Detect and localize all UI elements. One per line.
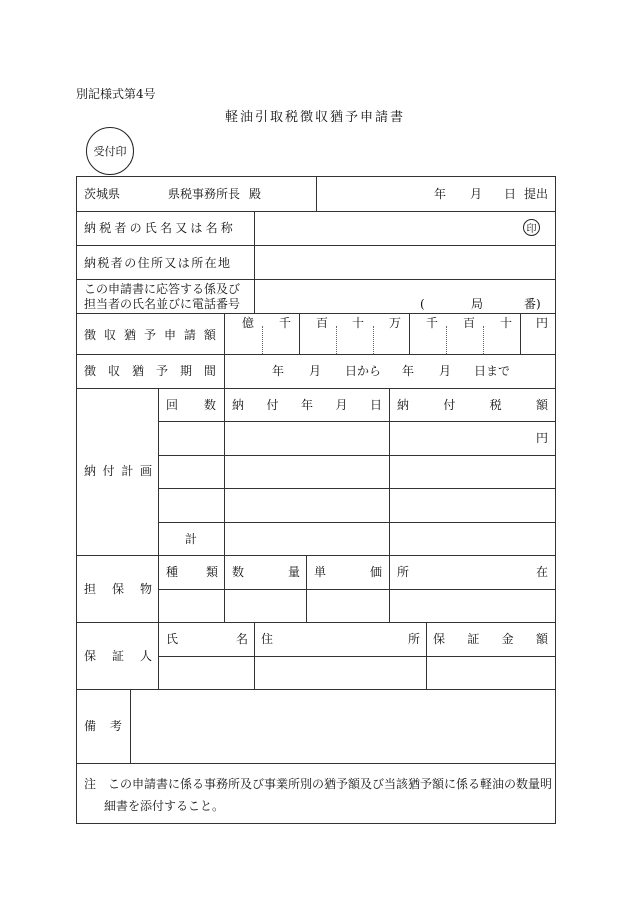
guarantor-row-line xyxy=(158,656,556,657)
date-year[interactable]: 年 xyxy=(434,187,447,201)
remarks-label xyxy=(84,720,122,732)
col-price-header xyxy=(314,566,382,578)
col-line xyxy=(316,176,317,212)
col-line xyxy=(158,388,159,689)
label-char: 額 xyxy=(203,328,216,342)
label-char: 数 xyxy=(203,398,216,412)
label-char: 税 xyxy=(489,398,502,412)
col-times-header xyxy=(166,399,216,411)
amount-unit-label: 万 xyxy=(389,316,402,330)
date-day[interactable]: 日 xyxy=(504,187,517,201)
label-char: 収 xyxy=(107,364,120,378)
label-char: 備 xyxy=(84,719,97,733)
amount-unit-label: 百 xyxy=(316,316,329,330)
office-chief: 県税事務所長 xyxy=(168,187,241,201)
label-char: 予 xyxy=(143,328,156,342)
label-char: 額 xyxy=(535,398,548,412)
digit-divider-solid xyxy=(409,313,410,354)
digit-divider xyxy=(483,326,484,354)
form-title: 軽油引取税徴収猶予申請書 xyxy=(224,110,405,125)
label-char: 月 xyxy=(335,398,348,412)
note-line2: 細書を添付すること。 xyxy=(104,799,225,813)
col-line xyxy=(389,388,390,555)
col-line xyxy=(389,555,390,622)
label-char: 付 xyxy=(102,464,115,478)
plan-row-line xyxy=(158,421,556,422)
col-tax-header xyxy=(397,399,548,411)
plan-row-line xyxy=(158,455,556,456)
amount-unit-label: 百 xyxy=(463,316,476,330)
label-char: 氏 xyxy=(166,632,179,646)
reception-stamp-label: 受付印 xyxy=(93,145,127,158)
plan-row-line xyxy=(158,522,556,523)
table-border-left xyxy=(76,176,77,824)
digit-divider xyxy=(262,326,263,354)
label-char: 数 xyxy=(232,565,245,579)
guarantor-label xyxy=(84,650,152,662)
col-date-header xyxy=(232,399,382,411)
label-char: 人 xyxy=(139,649,152,663)
label-char: 単 xyxy=(314,565,327,579)
period-from-year[interactable]: 年 xyxy=(272,364,285,378)
label-char: 予 xyxy=(155,364,168,378)
amount-unit-label: 億 xyxy=(242,316,255,330)
phone-number-close: 番) xyxy=(524,297,541,311)
plan-row-line xyxy=(158,488,556,489)
col-line xyxy=(130,689,131,763)
prefecture: 茨城県 xyxy=(84,187,121,201)
period-from-day[interactable]: 日から xyxy=(345,364,382,378)
period-from-month[interactable]: 月 xyxy=(309,364,322,378)
label-char: 日 xyxy=(369,398,382,412)
label-char: 保 xyxy=(433,632,446,646)
form-number: 別記様式第4号 xyxy=(76,87,156,101)
amount-label xyxy=(84,329,216,341)
digit-divider xyxy=(373,326,374,354)
label-char: 量 xyxy=(287,565,300,579)
seal-mark-icon xyxy=(523,219,540,236)
phone-bureau: 局 xyxy=(471,297,484,311)
label-char: 金 xyxy=(501,632,514,646)
col-line xyxy=(306,555,307,622)
security-label xyxy=(84,583,152,595)
label-char: 考 xyxy=(109,719,122,733)
period-label xyxy=(84,365,216,377)
label-char: 請 xyxy=(183,328,196,342)
label-char: 回 xyxy=(166,398,179,412)
label-char: 価 xyxy=(369,565,382,579)
date-month[interactable]: 月 xyxy=(470,187,483,201)
label-char: 徴 xyxy=(84,328,97,342)
taxpayer-address-label: 納税者の住所又は所在地 xyxy=(84,256,232,270)
security-row-line xyxy=(158,589,556,590)
col-place-left: 所 xyxy=(397,565,410,579)
col-line xyxy=(426,622,427,689)
col-place-right: 在 xyxy=(536,565,549,579)
total-label: 計 xyxy=(185,532,198,546)
digit-divider-solid xyxy=(520,313,521,354)
col-line xyxy=(254,211,255,313)
row-line xyxy=(76,313,556,314)
label-char: 納 xyxy=(232,398,245,412)
label-char: 年 xyxy=(300,398,313,412)
label-char: 期 xyxy=(179,364,192,378)
amount-unit-label: 千 xyxy=(426,316,439,330)
col-line xyxy=(254,622,255,689)
col-kind-header xyxy=(166,566,218,578)
row-line xyxy=(76,279,556,280)
honorific: 殿 xyxy=(249,187,262,201)
col-line xyxy=(224,388,225,622)
submitted-label: 提出 xyxy=(524,187,549,201)
label-char: 徴 xyxy=(84,364,97,378)
label-char: 付 xyxy=(443,398,456,412)
col-address-right: 所 xyxy=(408,632,421,646)
table-border-right xyxy=(555,176,556,824)
label-char: 画 xyxy=(139,464,152,478)
col-address-left: 住 xyxy=(261,632,274,646)
label-char: 保 xyxy=(84,649,97,663)
label-char: 申 xyxy=(163,328,176,342)
note-line1: 注 この申請書に係る事務所及び事業所別の猶予額及び当該猶予額に係る軽油の数量明 xyxy=(84,777,553,791)
seal-label: 印 xyxy=(526,224,537,235)
row-line xyxy=(76,763,556,764)
row-line xyxy=(76,245,556,246)
col-line xyxy=(224,313,225,388)
digit-divider-solid xyxy=(299,313,300,354)
period-to-year[interactable]: 年 xyxy=(402,364,415,378)
label-char: 間 xyxy=(203,364,216,378)
col-qty-header xyxy=(232,566,300,578)
col-name-header xyxy=(166,633,248,645)
digit-divider xyxy=(336,326,337,354)
label-char: 名 xyxy=(235,632,248,646)
period-to-month[interactable]: 月 xyxy=(439,364,452,378)
yen-unit: 円 xyxy=(536,431,549,445)
reception-stamp-circle xyxy=(86,127,134,175)
phone-open-paren: ( xyxy=(420,297,425,311)
label-char: 猶 xyxy=(123,328,136,342)
col-amount-header xyxy=(433,633,548,645)
table-border-bottom xyxy=(76,823,556,824)
payment-plan-label xyxy=(84,465,152,477)
label-char: 証 xyxy=(111,649,124,663)
contact-label-line2: 担当者の氏名並びに電話番号 xyxy=(84,297,241,311)
row-line xyxy=(76,555,556,556)
row-line xyxy=(76,388,556,389)
row-line xyxy=(76,689,556,690)
contact-label-line1: この申請書に応答する係及び xyxy=(84,282,241,296)
amount-unit-label: 十 xyxy=(352,316,365,330)
period-to-day[interactable]: 日まで xyxy=(474,364,511,378)
label-char: 担 xyxy=(84,582,97,596)
label-char: 種 xyxy=(166,565,179,579)
label-char: 計 xyxy=(121,464,134,478)
row-line xyxy=(76,354,556,355)
label-char: 猶 xyxy=(131,364,144,378)
label-char: 収 xyxy=(103,328,116,342)
row-line xyxy=(76,622,556,623)
label-char: 額 xyxy=(535,632,548,646)
amount-unit-label: 千 xyxy=(279,316,292,330)
taxpayer-name-label: 納税者の氏名又は名称 xyxy=(84,221,237,235)
label-char: 付 xyxy=(266,398,279,412)
amount-unit-label: 十 xyxy=(500,316,513,330)
digit-divider xyxy=(446,326,447,354)
label-char: 納 xyxy=(397,398,410,412)
label-char: 納 xyxy=(84,464,97,478)
label-char: 類 xyxy=(205,565,218,579)
label-char: 証 xyxy=(467,632,480,646)
label-char: 保 xyxy=(111,582,124,596)
label-char: 物 xyxy=(139,582,152,596)
amount-unit-label: 円 xyxy=(536,316,549,330)
